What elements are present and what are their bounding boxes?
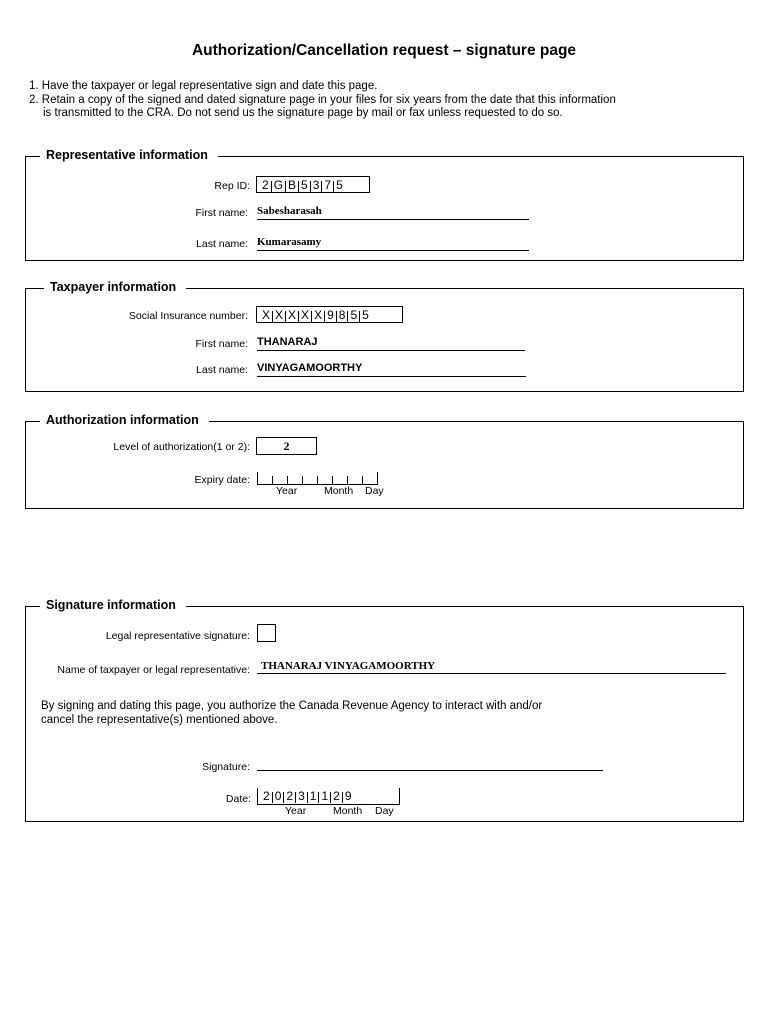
taxpayer-name-label: Name of taxpayer or legal representative: — [57, 664, 250, 676]
rep-id-field[interactable] — [256, 176, 370, 193]
sin-field[interactable] — [256, 306, 403, 323]
sin-char: 5 — [360, 308, 372, 322]
rep-id-char: 5 — [299, 178, 311, 192]
tp-first-name-label: First name: — [195, 338, 248, 350]
sin-char: X — [286, 308, 299, 322]
level-field[interactable]: 2 — [256, 437, 317, 455]
signature-label: Signature: — [202, 761, 250, 773]
rep-last-name-label: Last name: — [196, 238, 248, 250]
date-day-label: Day — [375, 805, 394, 817]
consent-line-1: By signing and dating this page, you authorize the Canada Revenue Agency to interact with and/or — [41, 700, 543, 712]
tp-last-name-field[interactable]: VINYAGAMOORTHY — [257, 362, 526, 377]
expiry-day-label: Day — [365, 485, 384, 497]
authorization-section — [25, 413, 744, 509]
rep-first-name-label: First name: — [195, 207, 248, 219]
rep-id-char: 2 — [262, 177, 269, 192]
sin-char: 9 — [325, 308, 337, 322]
date-char: 2 — [263, 789, 270, 803]
date-label: Date: — [225, 793, 251, 805]
taxpayer-heading: Taxpayer information — [44, 280, 186, 294]
date-char: 2 — [331, 789, 343, 803]
sin-char: 5 — [348, 308, 360, 322]
date-month-label: Month — [333, 805, 363, 817]
consent-line-2: cancel the representative(s) mentioned above. — [41, 714, 278, 726]
sin-char: X — [299, 308, 312, 322]
date-char: 3 — [296, 789, 308, 803]
instruction-2-line2: is transmitted to the CRA. Do not send us the signature page by mail or fax unless requested to do so. — [43, 107, 563, 119]
expiry-date-field[interactable] — [257, 472, 378, 485]
authorization-heading: Authorization information — [40, 413, 209, 427]
expiry-label: Expiry date: — [194, 474, 250, 486]
level-label: Level of authorization(1 or 2): — [113, 441, 250, 453]
date-char: 0 — [273, 789, 285, 803]
rep-id-char: 7 — [322, 178, 334, 192]
sin-char: 8 — [337, 308, 349, 322]
rep-id-char: B — [286, 178, 299, 192]
instruction-2-line1: 2. Retain a copy of the signed and dated signature page in your files for six years from the date that this information — [29, 94, 616, 106]
signature-heading: Signature information — [40, 598, 186, 612]
legal-rep-signature-label: Legal representative signature: — [105, 630, 250, 642]
sin-char: X — [312, 308, 325, 322]
rep-id-label: Rep ID: — [214, 180, 250, 192]
date-char: 1 — [319, 789, 331, 803]
tp-last-name-label: Last name: — [196, 364, 248, 376]
sin-label: Social Insurance number: — [128, 310, 248, 322]
date-year-label: Year — [285, 805, 307, 817]
rep-first-name-field[interactable]: Sabesharasah — [257, 205, 529, 220]
date-char: 2 — [284, 789, 296, 803]
representative-heading: Representative information — [40, 148, 218, 162]
rep-id-char: 5 — [334, 178, 346, 192]
signature-date-field[interactable] — [257, 788, 400, 805]
sin-char: X — [262, 307, 271, 322]
rep-id-char: 3 — [311, 178, 323, 192]
signature-field[interactable] — [257, 756, 603, 771]
legal-rep-signature-checkbox[interactable] — [257, 624, 276, 642]
expiry-year-label: Year — [276, 485, 298, 497]
date-char: 9 — [343, 789, 355, 803]
instruction-1: 1. Have the taxpayer or legal representative sign and date this page. — [29, 80, 378, 92]
taxpayer-name-field[interactable]: THANARAJ VINYAGAMOORTHY — [257, 660, 726, 674]
expiry-month-label: Month — [324, 485, 354, 497]
rep-id-char: G — [272, 178, 286, 192]
rep-last-name-field[interactable]: Kumarasamy — [257, 236, 529, 251]
date-char: 1 — [308, 789, 320, 803]
page-title: Authorization/Cancellation request – signature page — [191, 42, 577, 59]
tp-first-name-field[interactable]: THANARAJ — [257, 336, 525, 351]
sin-char: X — [273, 308, 286, 322]
